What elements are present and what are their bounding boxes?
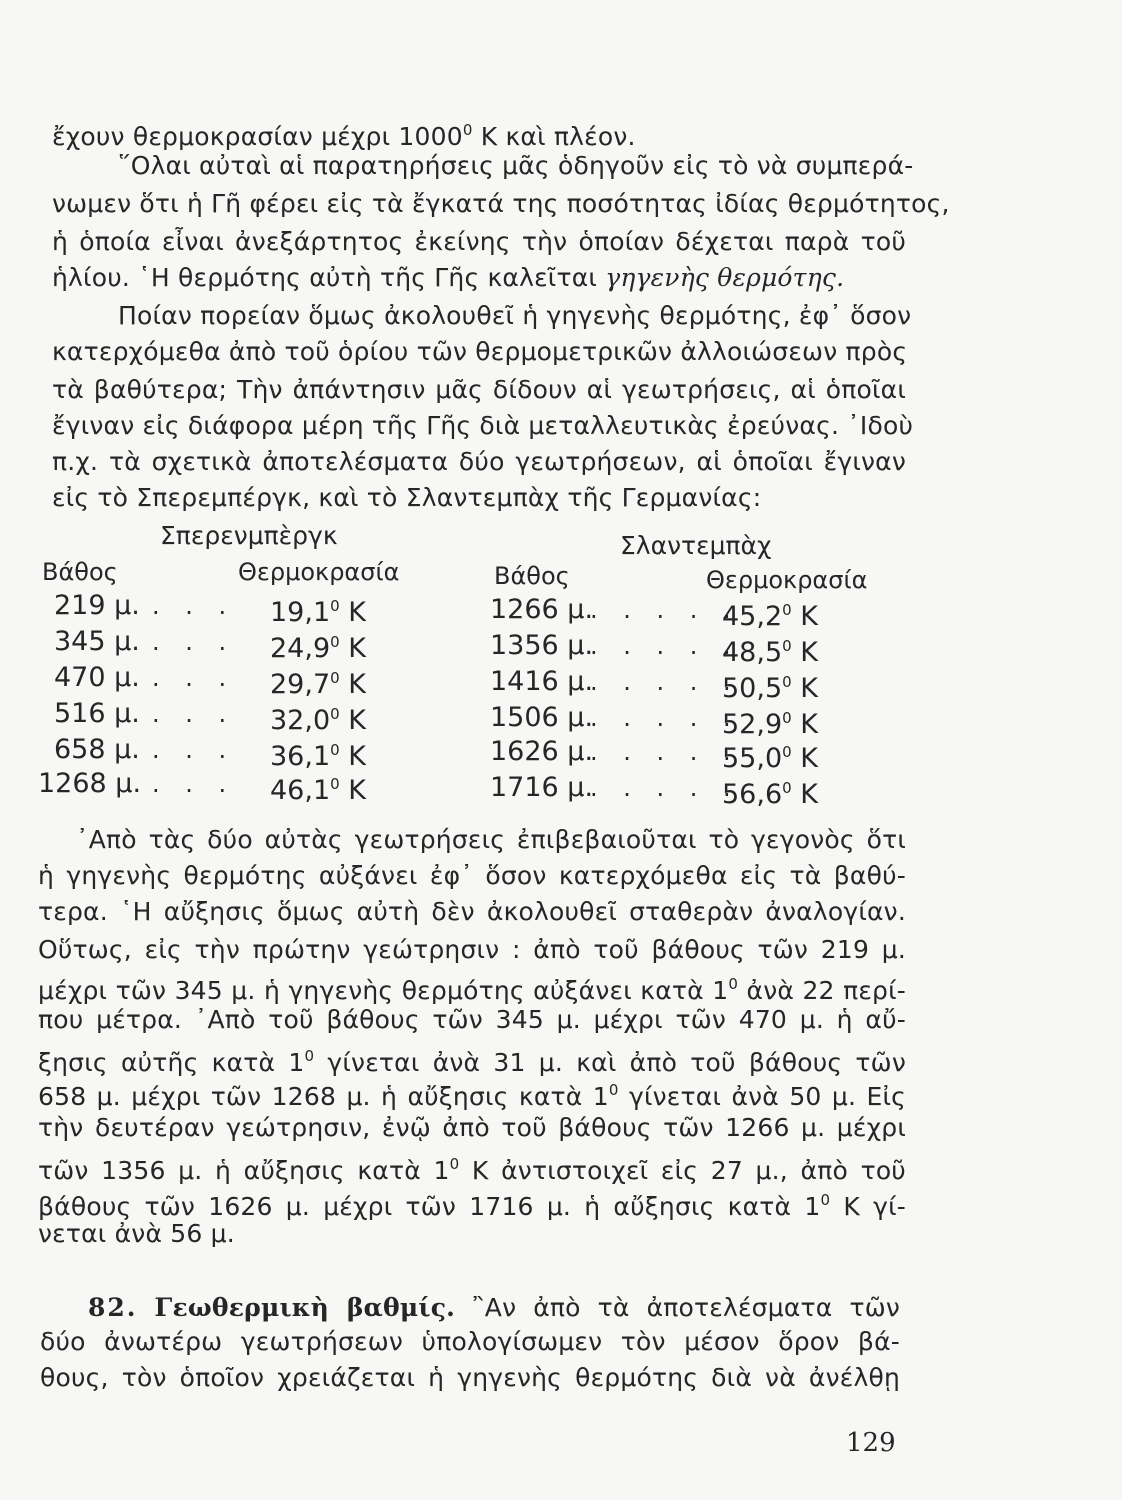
leader-dots: . . . . . (590, 632, 740, 660)
column-header-depth: Βάθος (42, 558, 118, 586)
text-span: βάθους τῶν 1626 μ. μέχρι τῶν 1716 μ. ἡ αὔξησις κατὰ 1 (38, 1192, 821, 1221)
degree-superscript: 0 (462, 121, 473, 139)
table-title-left: Σπερενμπὲργκ (160, 521, 338, 550)
degree-superscript: 0 (449, 1155, 460, 1173)
text-line: τὴν δευτέραν γεώτρησιν, ἐνῷ ἀπὸ τοῦ βάθους τῶν 1266 μ. μέχρι (38, 1113, 906, 1142)
depth-cell: 658 μ. (54, 734, 140, 765)
text-line: ᾽Απὸ τὰς δύο αὐτὰς γεωτρήσεις ἐπιβεβαιοῦται τὸ γεγονὸς ὅτι (76, 825, 906, 854)
text-line: ἔγιναν εἰς διάφορα μέρη τῆς Γῆς διὰ μεταλλευτικὰς ἐρεύνας. ᾽Ιδοὺ (52, 411, 914, 440)
leader-dots: . . . . . (590, 596, 740, 624)
degree-superscript: 0 (782, 637, 792, 655)
text-line: εἰς τὸ Σπερεμπέργκ, καὶ τὸ Σλαντεμπὰχ τῆς Γερμανίας: (52, 483, 762, 512)
unit: Κ (348, 741, 366, 772)
unit: Κ (800, 673, 818, 704)
depth-cell: 1716 μ. (490, 772, 594, 803)
depth-cell: 470 μ. (54, 662, 140, 693)
text-line: θους, τὸν ὁποῖον χρειάζεται ἡ γηγενὴς θερμότης διὰ νὰ ἀνέλθῃ (40, 1363, 900, 1392)
text-span: Κ καὶ πλέον. (472, 122, 636, 151)
unit: Κ (800, 743, 818, 774)
text-span: γίνεται ἀνὰ 31 μ. καὶ ἀπὸ τοῦ βάθους τῶν (314, 1048, 906, 1077)
text-line: δύο ἀνωτέρω γεωτρήσεων ὑπολογίσωμεν τὸν μέσον ὅρον βά- (40, 1327, 900, 1356)
text-line: ἡ γηγενὴς θερμότης αὐξάνει ἐφ᾽ ὅσον κατερχόμεθα εἰς τὰ βαθύ- (38, 861, 906, 890)
text-line: Οὕτως, εἰς τὴν πρώτην γεώτρησιν : ἀπὸ τοῦ βάθους τῶν 219 μ. (38, 935, 906, 964)
degree-superscript: 0 (782, 673, 792, 691)
temp-value: 48,5 (722, 637, 783, 668)
depth-cell: 345 μ. (54, 626, 140, 657)
depth-cell: 516 μ. (54, 698, 140, 729)
unit: Κ (800, 779, 818, 810)
text-span: ξησις αὐτῆς κατὰ 1 (38, 1048, 305, 1077)
text-span: Κ ἀντιστοιχεῖ εἰς 27 μ., ἀπὸ τοῦ (459, 1156, 906, 1185)
leader-dots: . . . . . (590, 704, 740, 732)
unit: Κ (348, 633, 366, 664)
degree-superscript: 0 (304, 1047, 315, 1065)
text-line: Ποίαν πορείαν ὅμως ἀκολουθεῖ ἡ γηγενὴς θερμότης, ἐφ᾽ ὅσον (118, 301, 912, 330)
page-number: 129 (846, 1428, 896, 1458)
temp-value: 36,1 (270, 741, 331, 772)
unit: Κ (800, 601, 818, 632)
degree-superscript: 0 (330, 597, 340, 615)
text-span: μέχρι τῶν 345 μ. ἡ γηγενὴς θερμότης αὐξάνει κατὰ 1 (38, 976, 729, 1005)
unit: Κ (348, 669, 366, 700)
temp-value: 45,2 (722, 601, 783, 632)
degree-superscript: 0 (330, 669, 340, 687)
unit: Κ (348, 775, 366, 806)
depth-cell: 1356 μ. (490, 630, 594, 661)
text-span: Κ γί- (830, 1192, 907, 1221)
degree-superscript: 0 (782, 601, 792, 619)
leader-dots: . . . . . (590, 774, 740, 802)
leader-dots: . . . (152, 700, 236, 728)
text-line: π.χ. τὰ σχετικὰ ἀποτελέσματα δύο γεωτρήσεων, αἱ ὁποῖαι ἔγιναν (52, 447, 906, 476)
text-span: ἀνὰ 22 περί- (738, 976, 906, 1005)
text-span: ῍Αν ἀπὸ τὰ ἀποτελέσματα τῶν (455, 1293, 900, 1322)
depth-cell: 1416 μ. (490, 666, 594, 697)
temp-value: 19,1 (270, 597, 331, 628)
leader-dots: . . . (152, 736, 236, 764)
temp-value: 46,1 (270, 775, 331, 806)
unit: Κ (348, 705, 366, 736)
degree-superscript: 0 (782, 743, 792, 761)
depth-cell: 219 μ. (54, 590, 140, 621)
degree-superscript: 0 (782, 709, 792, 727)
section-number: 82. (88, 1293, 138, 1322)
text-line: που μέτρα. ᾽Απὸ τοῦ βάθους τῶν 345 μ. μέχρι τῶν 470 μ. ἡ αὔ- (38, 1005, 906, 1034)
section-heading-line (88, 1290, 900, 1326)
text-span: τῶν 1356 μ. ἡ αὔξησις κατὰ 1 (38, 1156, 450, 1185)
temp-value: 32,0 (270, 705, 331, 736)
text-span: ἡλίου. ῾Η θερμότης αὐτὴ τῆς Γῆς καλεῖται (52, 263, 606, 292)
unit: Κ (800, 709, 818, 740)
leader-dots: . . . (152, 592, 236, 620)
degree-superscript: 0 (330, 633, 340, 651)
text-line: ῞Ολαι αὐταὶ αἱ παρατηρήσεις μᾶς ὁδηγοῦν εἰς τὸ νὰ συμπερά- (118, 151, 914, 180)
depth-cell: 1266 μ. (490, 594, 594, 625)
degree-superscript: 0 (728, 975, 739, 993)
temp-value: 55,0 (722, 743, 783, 774)
temperature-cell (722, 770, 818, 813)
degree-superscript: 0 (330, 705, 340, 723)
text-line (38, 1072, 906, 1115)
text-line: τερα. ῾Η αὔξησις ὅμως αὐτὴ δὲν ἀκολουθεῖ σταθερὰν ἀναλογίαν. (38, 897, 906, 926)
text-span: γίνεται ἀνὰ 50 μ. Εἰς (618, 1082, 907, 1111)
column-header-temperature: Θερμοκρασία (238, 558, 400, 586)
temp-value: 29,7 (270, 669, 331, 700)
depth-cell: 1268 μ. (38, 768, 142, 799)
degree-superscript: 0 (820, 1191, 831, 1209)
leader-dots: . . . . . (590, 738, 740, 766)
text-span: 658 μ. μέχρι τῶν 1268 μ. ἡ αὔξησις κατὰ 1 (38, 1082, 609, 1111)
italic-term: γηγενὴς θερμότης. (605, 263, 845, 292)
leader-dots: . . . . . (590, 668, 740, 696)
temp-value: 50,5 (722, 673, 783, 704)
temp-value: 56,6 (722, 779, 783, 810)
leader-dots: . . . (152, 664, 236, 692)
column-header-temperature: Θερμοκρασία (706, 566, 868, 594)
degree-superscript: 0 (608, 1081, 619, 1099)
text-line (52, 260, 912, 296)
degree-superscript: 0 (330, 775, 340, 793)
text-span: ἔχουν θερμοκρασίαν μέχρι 1000 (52, 122, 463, 151)
text-line: τὰ βαθύτερα; Τὴν ἀπάντησιν μᾶς δίδουν αἱ γεωτρήσεις, αἱ ὁποῖαι (52, 375, 906, 404)
text-line: κατερχόμεθα ἀπὸ τοῦ ὁρίου τῶν θερμομετρικῶν ἀλλοιώσεων πρὸς (52, 337, 908, 366)
section-title: Γεωθερμικὴ βαθμίς. (154, 1293, 456, 1322)
table-title-right: Σλαντεμπὰχ (620, 531, 772, 560)
text-line: νωμεν ὅτι ἡ Γῆ φέρει εἰς τὰ ἔγκατά της ποσότητας ἰδίας θερμότητος, (52, 189, 950, 218)
text-line: ἡ ὁποία εἶναι ἀνεξάρτητος ἐκείνης τὴν ὁποίαν δέχεται παρὰ τοῦ (52, 227, 906, 256)
degree-superscript: 0 (782, 779, 792, 797)
unit: Κ (800, 637, 818, 668)
depth-cell: 1626 μ. (490, 736, 594, 767)
text-line: νεται ἀνὰ 56 μ. (38, 1219, 235, 1248)
temp-value: 24,9 (270, 633, 331, 664)
unit: Κ (348, 597, 366, 628)
leader-dots: . . . (152, 770, 236, 798)
leader-dots: . . . (152, 628, 236, 656)
degree-superscript: 0 (330, 741, 340, 759)
column-header-depth: Βάθος (494, 562, 570, 590)
temperature-cell (270, 766, 366, 809)
temp-value: 52,9 (722, 709, 783, 740)
depth-cell: 1506 μ. (490, 702, 594, 733)
